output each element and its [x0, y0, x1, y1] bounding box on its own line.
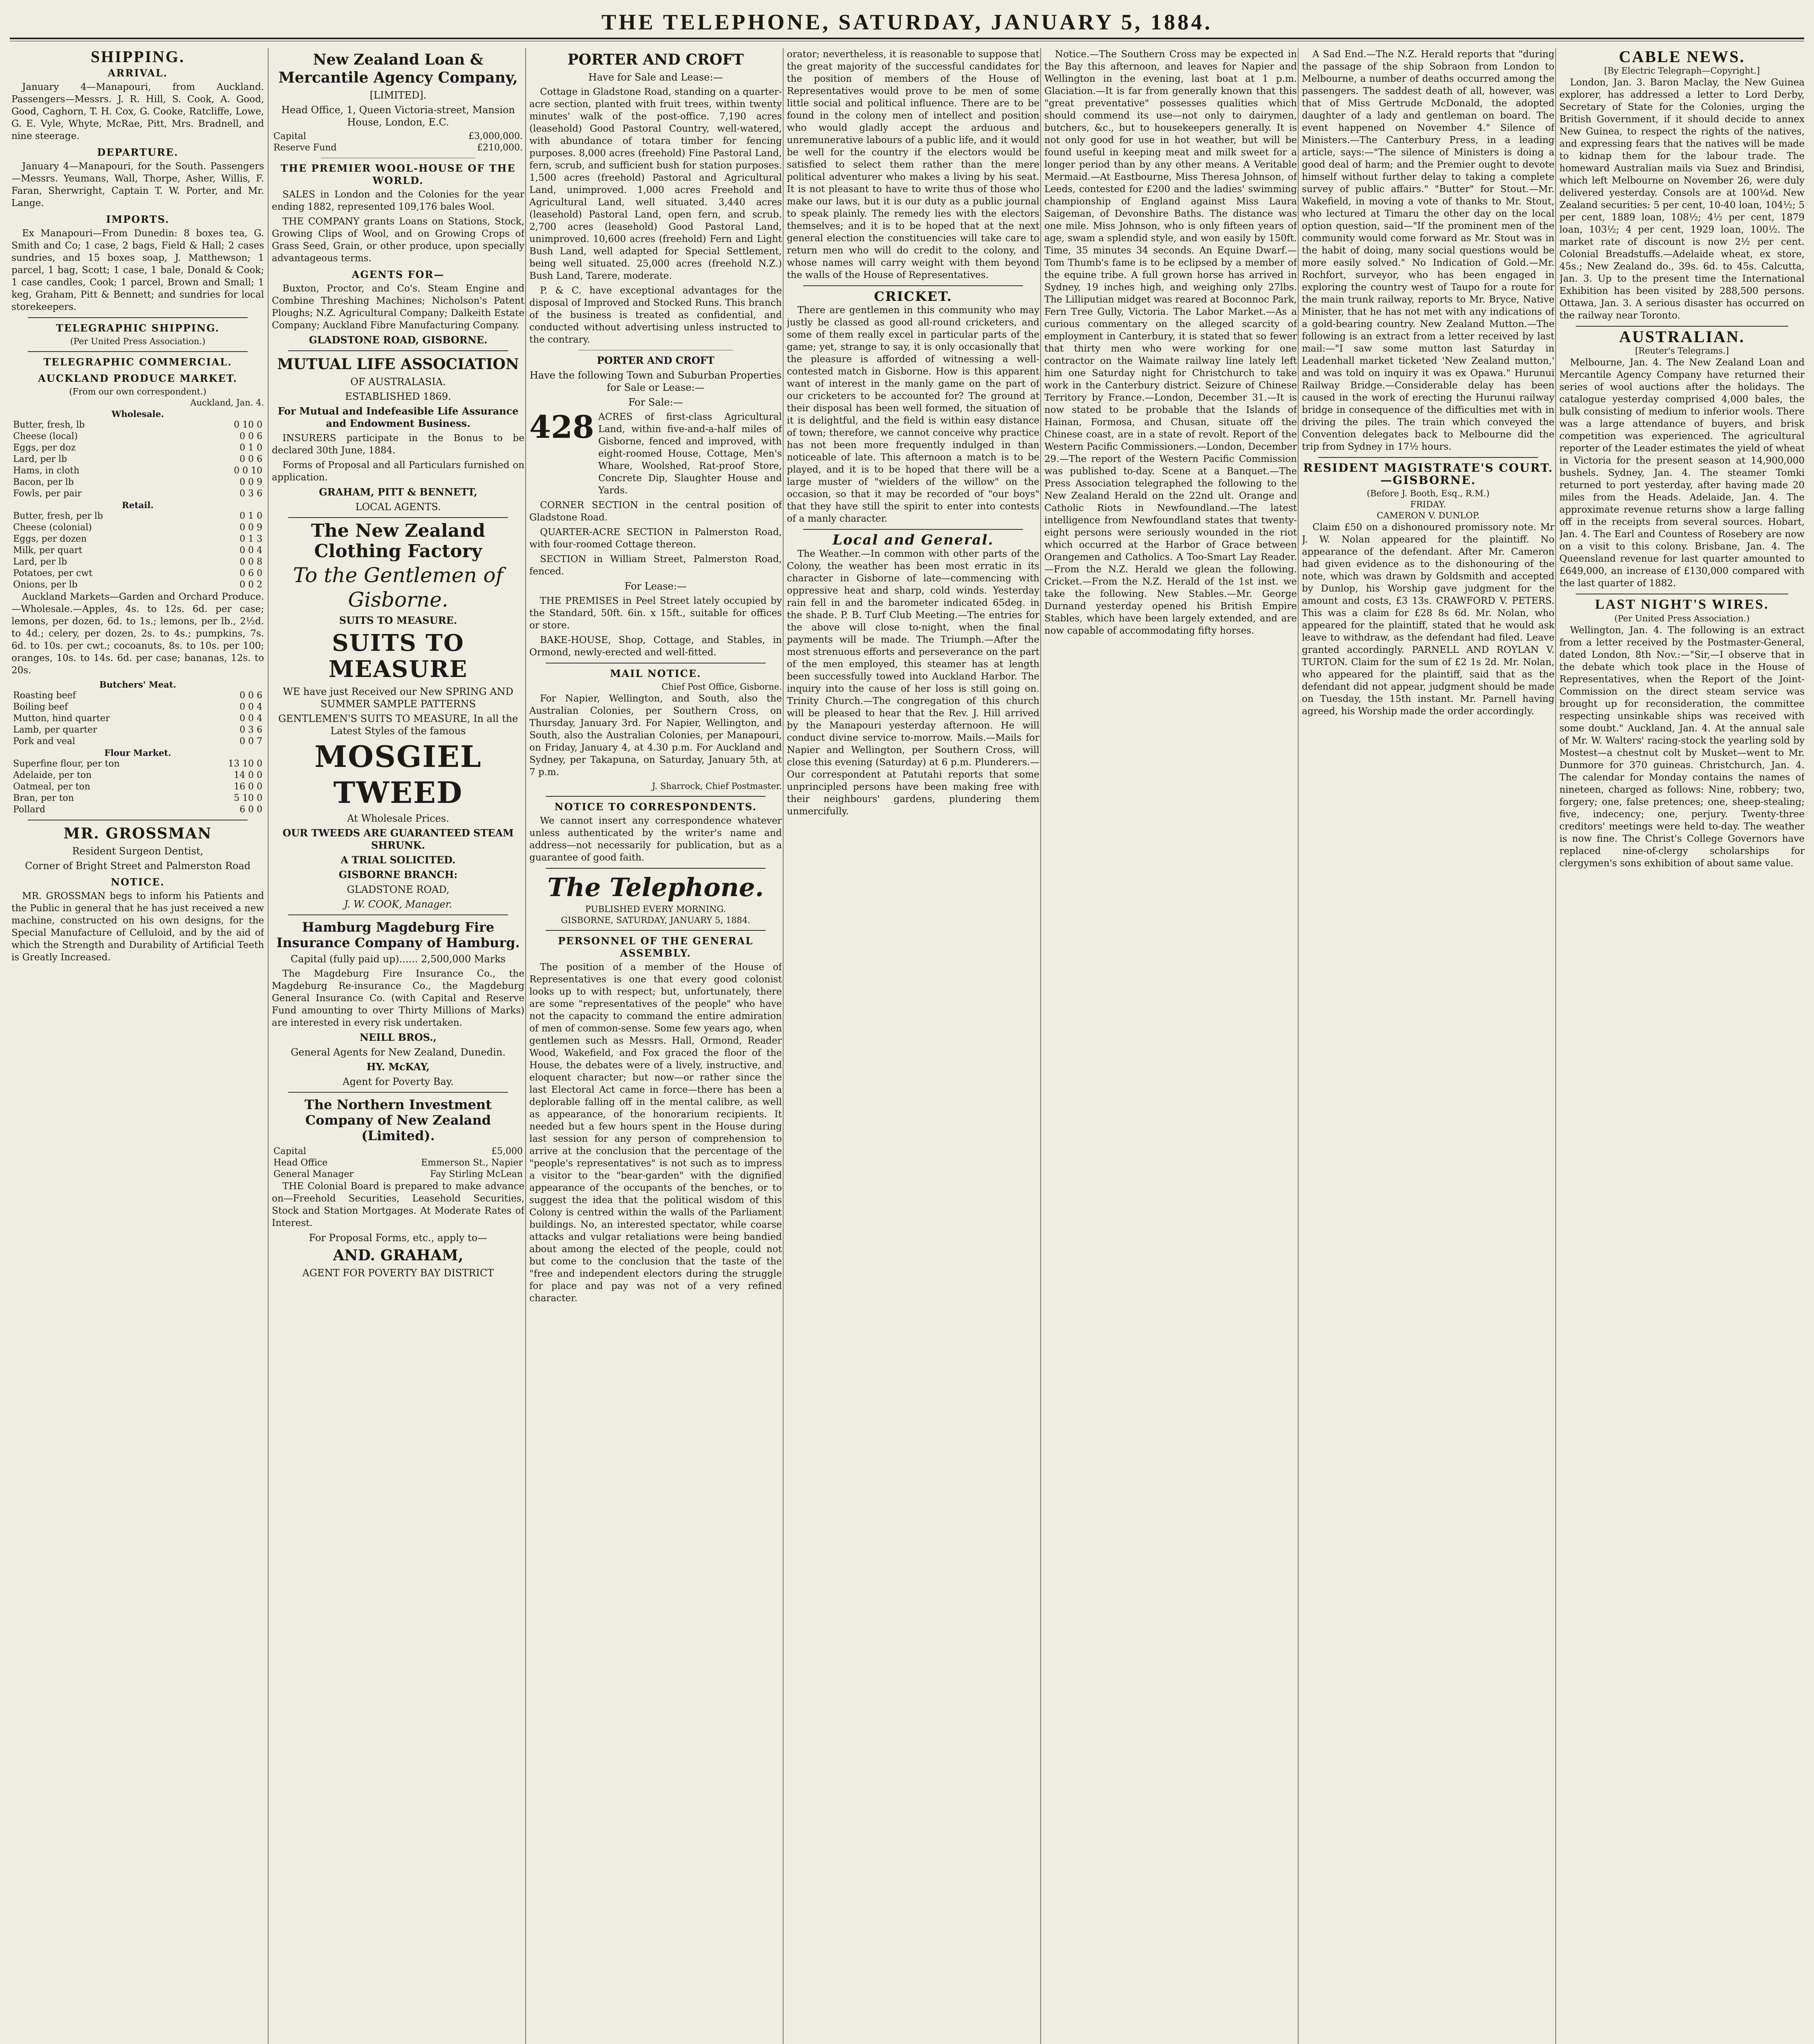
northern-heading: The Northern Investment Company of New Zealand (Limited). — [305, 1097, 492, 1143]
divider — [28, 317, 248, 318]
divider — [546, 930, 766, 931]
mail-notice-sign: J. Sharrock, Chief Postmaster. — [652, 781, 782, 791]
own-correspondent-note: (From our own correspondent.) — [69, 387, 206, 397]
hamburg-text: The Magdeburg Fire Insurance Co., the Magdeburg Re-insurance Co., the Magdeburg General Insurance Co. (with Capital and Reserve Fund amounting to over Thirty Millions of Marks) are interested in every risk undertaken. — [272, 968, 524, 1028]
reuter-note: [Reuter's Telegrams.] — [1635, 346, 1729, 356]
table-row: Eggs, per dozen 0 1 3 — [13, 534, 262, 544]
advance-text: THE Colonial Board is prepared to make advance on—Freehold Securities, Leasehold Securities, Stock and Station Mortgages. At Moderate Rates of Interest. — [272, 1181, 524, 1228]
table-row: Cheese (colonial) 0 0 9 — [13, 522, 262, 533]
imports-text: Ex Manapouri—From Dunedin: 8 boxes tea, G. Smith and Co; 1 case, 2 bags, Field & Hall; 2 cases sundries, and 15 boxes soap, J. Matthewson; 1 parcel, 1 bag, Scott; 1 case, 1 bale, Donald & Cook; 1 case candles, Cook; 1 parcel, Brown and Small; 1 keg, Graham, Pitt & Bennett; and sundries for local storekeepers. — [11, 228, 264, 312]
table-row: Mutton, hind quarter 0 0 4 — [13, 713, 262, 724]
agent-poverty-bay: AGENT FOR POVERTY BAY DISTRICT — [302, 1267, 494, 1279]
table-row: Bacon, per lb 0 0 9 — [13, 477, 262, 487]
grossman-subtitle: Resident Surgeon Dentist, — [72, 845, 204, 857]
local-general-heading: Local and General. — [832, 532, 994, 548]
table-row: Lard, per lb 0 0 6 — [13, 454, 262, 464]
wires-text: Wellington, Jan. 4. The following is an extract from a letter received by the Postmaster-General, dated London, 8th Nov.:—"Sir,—I observe that in the debate which took place in the House of Representatives, when the Report of the Joint-Commission on the direct steam service was brought up for reconsideration, the committee respecting unsinkable ships was received with some doubt." Auckland, Jan. 4. At the annual sale of Mr. W. Walters' racing-stock the yearling sold by Mostest—a chestnut colt by Musket—went to Mr. Dunmore for 370 guineas. Christchurch, Jan. 4. The calendar for Monday contains the names of nineteen, charged as follows: Nine, robbery; two, forgery; one, false pretences; one, sheep-stealing; five, indecency; one, perjury. Twenty-three creditors' meetings were held to-day. The weather is now fine. The Christ's College Governors have replaced nine-of-clergy scholarships for clergymen's sons exhibition of about same value. — [1559, 625, 1805, 869]
butchers-heading: Butchers' Meat. — [99, 679, 176, 690]
cable-news-sub: [By Electric Telegraph—Copyright.] — [1604, 66, 1760, 76]
wholesale-heading: Wholesale. — [111, 409, 164, 419]
wholesale-table — [11, 419, 264, 500]
table-row: Bran, per ton 5 10 0 — [13, 793, 262, 803]
cable-news-heading: CABLE NEWS. — [1619, 48, 1745, 66]
flour-heading: Flour Market. — [104, 748, 171, 758]
table-row: Eggs, per doz 0 1 0 — [13, 443, 262, 453]
gentlemen-line: To the Gentlemen of Gisborne. — [293, 563, 504, 612]
imports-heading: IMPORTS. — [106, 213, 170, 225]
trial: A TRIAL SOLICITED. — [340, 854, 456, 866]
wool-text: SALES in London and the Colonies for the year ending 1882, represented 109,176 bales Wool. — [272, 189, 524, 212]
table-row: Butter, fresh, per lb 0 1 0 — [13, 511, 262, 521]
arrival-heading: ARRIVAL. — [107, 67, 168, 79]
corner-section: CORNER SECTION in the central position of Gladstone Road. — [529, 500, 782, 523]
factory-heading-2: Clothing Factory — [314, 541, 482, 562]
divider — [1318, 457, 1538, 458]
column-rule — [1555, 48, 1556, 2044]
press-association-note: (Per United Press Association.) — [70, 336, 206, 346]
table-row: Milk, per quart 0 0 4 — [13, 545, 262, 556]
wires-sub: (Per United Press Association.) — [1614, 614, 1750, 623]
rm-court-case: CAMERON V. DUNLOP. — [1377, 511, 1480, 520]
column-cable-news — [1559, 48, 1805, 2044]
table-row: Lamb, per quarter 0 3 6 — [13, 725, 262, 735]
table-row: Superfine flour, per ton 13 10 0 — [13, 759, 262, 769]
table-row: Pollard 6 0 0 — [13, 805, 262, 815]
established: ESTABLISHED 1869. — [345, 391, 451, 402]
received-text: WE have just Received our New SPRING AND SUMMER SAMPLE PATTERNS — [283, 686, 513, 710]
mail-notice-heading: MAIL NOTICE. — [610, 668, 701, 679]
nzloan-limited: [LIMITED]. — [370, 90, 427, 101]
column-shipping — [11, 48, 264, 2044]
column-advertisements — [272, 48, 524, 2044]
capital-table — [272, 131, 524, 154]
neill-bros: NEILL BROS., — [360, 1031, 437, 1043]
divider — [546, 796, 766, 797]
manager: J. W. COOK, Manager. — [344, 899, 452, 910]
branch-heading: GISBORNE BRANCH: — [338, 869, 458, 881]
wool-heading: THE PREMIER WOOL-HOUSE OF THE WORLD. — [280, 162, 516, 186]
table-row: Onions, per lb 0 0 2 — [13, 580, 262, 590]
cricket-heading: CRICKET. — [874, 289, 952, 304]
suits-small: SUITS TO MEASURE. — [339, 614, 457, 626]
personnel-text: The position of a member of the House of Representatives is one that every good colonist looks up to with respect; but, unfortunately, there are some "representatives of the people" who have not the capacity to command the entire admiration of men of common-sense. Some few years ago, when gentlemen such as Messrs. Hall, Ormond, Reader Wood, Wakefield, and Fox graced the floor of the House, the debates were of a lively, instructive, and eloquent character; but now—or rather since the last Electoral Act came in force—there has been a deplorable falling off in the mental calibre, as well as appearance, of the honorarium recipients. It needed but a few hours spent in the House during last session for any person of comprehension to arrive at the conclusion that the percentage of the "people's representatives" is not such as to impress a visitor to the "bear-garden" with the dignified appearance of the occupants of the benches, or to suggest the idea that the political wisdom of this Colony is centred within the walls of the Parliament buildings. No, an interested spectator, while coarse attacks and vulgar retaliations were being bandied about among the elected of the people, could not but come to the conclusion that the taste of the "free and independent electors during the struggle for place and pay was not of a very refined character. — [529, 962, 782, 1304]
forms-apply: For Proposal Forms, etc., apply to— — [309, 1232, 488, 1244]
australian-heading: AUSTRALIAN. — [1619, 327, 1745, 346]
divider — [1576, 326, 1788, 327]
company-text: THE COMPANY grants Loans on Stations, Stock, Growing Clips of Wool, and on Growing Crops of Grass Seed, Grain, or other produce, upon specially advantageous terms. — [272, 216, 524, 264]
for-sale: For Sale:— — [628, 397, 683, 408]
table-row: General Manager Fay Stirling McLean — [273, 1169, 523, 1179]
dateline: Auckland, Jan. 4. — [190, 398, 264, 408]
neill-subtitle: General Agents for New Zealand, Dunedin. — [291, 1047, 506, 1058]
table-row: Roasting beef 0 0 6 — [13, 690, 262, 701]
published-line: PUBLISHED EVERY MORNING. — [585, 904, 726, 914]
retail-table — [11, 511, 264, 591]
masthead: THE TELEPHONE, SATURDAY, JANUARY 5, 1884. — [601, 10, 1213, 34]
personnel-heading: PERSONNEL OF THE GENERAL ASSEMBLY. — [558, 935, 753, 959]
agents-list: Buxton, Proctor, and Co's. Steam Engine and Combine Threshing Machines; Nicholson's Patent Ploughs; N.Z. Agricultural Company; Dalkeith Estate Company; Auckland Fibre Manufacturing Company. — [272, 283, 524, 331]
table-row: Lard, per lb 0 0 8 — [13, 557, 262, 567]
divider — [288, 1092, 508, 1093]
for-lease: For Lease:— — [625, 580, 687, 592]
porter-croft-text-2: P. & C. have exceptional advantages for the disposal of Improved and Stocked Runs. This branch of the business is treated as confidential, and conducted without advertising unless instructed to the contrary. — [529, 285, 782, 345]
column-editorial — [787, 48, 1039, 2044]
reserve-label: Reserve Fund — [273, 143, 337, 153]
column-rule — [525, 48, 526, 2044]
capital-value: £3,000,000. — [468, 131, 523, 141]
table-row: Adelaide, per ton 14 0 0 — [13, 770, 262, 780]
retail-heading: Retail. — [122, 500, 154, 510]
rm-court-before: (Before J. Booth, Esq., R.M.) — [1366, 489, 1490, 498]
telegraphic-commercial-heading: TELEGRAPHIC COMMERCIAL. — [43, 356, 232, 368]
column-news-court — [1302, 48, 1554, 2044]
column-porter-croft — [529, 48, 782, 2044]
divider — [28, 351, 248, 352]
table-row: Hams, in cloth 0 0 10 — [13, 466, 262, 476]
column-rule — [1298, 48, 1299, 2044]
table-row: Cheese (local) 0 0 6 — [13, 431, 262, 442]
telephone-logo: The Telephone. — [547, 872, 764, 902]
mutual-text: For Mutual and Indefeasible Life Assurance and Endowment Business. — [278, 405, 519, 429]
lease-text: THE PREMISES in Peel Street lately occupied by the Standard, 50ft. 6in. x 15ft., suitable for offices or store. — [529, 596, 782, 631]
cable-news-text: London, Jan. 3. Baron Maclay, the New Guinea explorer, has addressed a letter to Lord Derby, Secretary of State for the Colonies, urging the British Government, if it should decide to annex New Guinea, to respect the rights of the natives, and expressing fears that the natives will be made to kidnap them for the labour trade. The homeward Australian mails via Suez and Brindisi, which left Melbourne on November 26, were duly delivered yesterday. Consols are at 100¼d. New Zealand securities: 5 per cent, 10-40 loan, 104½; 5 per cent, 1889 loan, 108½; 4½ per cent, 1879 loan, 103½; 4 per cent, 1929 loan, 100½. The market rate of discount is now 2½ per cent. Colonial Breadstuffs.—Adelaide wheat, ex store, 45s.; New Zealand do., 39s. 6d. to 45s. Calcutta, Jan. 3. Up to the present time the International Exhibition has been visited by 288,500 persons. Ottawa, Jan. 3. A serious disaster has occurred on the railway near Toronto. — [1559, 77, 1805, 321]
shipping-heading: SHIPPING. — [90, 48, 185, 66]
departure-heading: DEPARTURE. — [97, 146, 179, 158]
column-rule — [1040, 48, 1041, 2044]
porter-croft-have: Have the following Town and Suburban Properties for Sale or Lease:— — [529, 370, 782, 393]
correspondents-heading: NOTICE TO CORRESPONDENTS. — [554, 801, 757, 813]
last-nights-wires-heading: LAST NIGHT'S WIRES. — [1595, 597, 1769, 612]
branch-address: GLADSTONE ROAD, — [347, 884, 450, 895]
acres-number: 428 — [529, 409, 594, 445]
reserve-value: £210,000. — [477, 143, 523, 153]
telegraphic-shipping-heading: TELEGRAPHIC SHIPPING. — [56, 322, 220, 334]
wholesale-prices: At Wholesale Prices. — [347, 813, 449, 824]
table-row — [272, 131, 524, 142]
divider — [803, 529, 1023, 530]
editorial-continued: orator; nevertheless, it is reasonable to suppose that the great majority of the successful candidates for the position of members of the House of Representatives would prove to be men of some little social and political influence. There are to be found in the colony men of intellect and position who would gladly accept the arduous and unremunerative labours of a public life, and it would be well for the country if the electors would be satisfied to select them rather than the mere political adventurer who makes a living by his seat. It is not pleasant to have to write thus of those who make our laws, but it is our duty as a public journal to speak plainly. The remedy lies with the electors themselves; and it is to be hoped that at the next general election the constituencies will take care to return men who will do credit to the colony, and whose names will carry weight with them beyond the walls of the House of Representatives. — [787, 49, 1039, 280]
arrival-text: January 4—Manapouri, from Auckland. Passengers—Messrs. J. R. Hill, S. Cook, A. Good, Good, Caghorn, T. H. Cox, G. Cooke, Ratcliffe, Lowe, G. E. Vyle, Whyte, McRae, Pitt, Mrs. Bradnell, and nine steerage. — [11, 82, 264, 141]
acres-ad — [529, 411, 782, 499]
and-graham: AND. GRAHAM, — [333, 1247, 464, 1264]
departure-text: January 4—Manapouri, for the South. Passengers—Messrs. Yeumans, Wall, Thorpe, Asher, Willis, F. Faran, Sherwright, Captain T. W. Porter, and Mr. Lange. — [11, 161, 264, 208]
table-row: Pork and veal 0 0 7 — [13, 736, 262, 746]
column-rule — [268, 48, 269, 2044]
porter-croft-subtitle: Have for Sale and Lease:— — [588, 72, 723, 83]
grossman-heading: MR. GROSSMAN — [63, 825, 212, 842]
mail-notice-text: For Napier, Wellington, and South, also the Australian Colonies, per Southern Cross, on Thursday, January 3rd. For Napier, Wellington, and South, also the Australian Colonies, per Manapouri, on Friday, January 4, at 4.30 p.m. For Auckland and Sydney, per Takapuna, on Saturday, January 5th, at 7 p.m. — [529, 693, 782, 778]
bakehouse-text: BAKE-HOUSE, Shop, Cottage, and Stables, in Ormond, newly-erected and well-fitted. — [529, 635, 782, 658]
divider — [803, 285, 1023, 286]
gpb-subtitle: LOCAL AGENTS. — [355, 501, 441, 513]
divider — [288, 517, 508, 518]
cricket-text: There are gentlemen in this community who may justly be classed as good all-round cricketers, and some of them really excel in particular parts of the game; yet, strange to say, it is only occasionally that the pleasure is afforded of witnessing a well-contested match in Gisborne. How is this apparent want of interest in the manly game on the part of our cricketers to be accounted for? The ground at their disposal has been well formed, the situation of it is delightful, and the field is within easy distance of town; therefore, we cannot conceive why practice has not been more frequently indulged in than noticeable of late. This afternoon a match is to be played, and it is to be hoped that there will be a large muster of "wielders of the willow" on the occasion, so that it may be recorded of "our boys" that they have still the spirit to enter into contests of a manly character. — [787, 305, 1039, 524]
column-rule — [783, 48, 784, 2044]
mutual-subtitle: OF AUSTRALASIA. — [350, 376, 446, 388]
table-row: Butter, fresh, lb 0 10 0 — [13, 420, 262, 430]
gisborne-office: GLADSTONE ROAD, GISBORNE. — [309, 334, 488, 346]
market-note: Auckland Markets—Garden and Orchard Produce.—Wholesale.—Apples, 4s. to 12s. 6d. per case; lemons, per dozen, 6d. to 1s.; lemons, per lb., 2½d. to 4d.; celery, per dozen, 2s. to 4s.; pumpkins, 7s. 6d. to 10s. per cwt.; cocoanuts, 8s. to 10s. per 100; oranges, 10s. to 14s. 6d. per case; bananas, 12s. to 20s. — [11, 592, 264, 676]
table-row — [272, 142, 524, 154]
nzloan-heading: New Zealand Loan & Mercantile Agency Company, — [278, 51, 518, 86]
news-text: A Sad End.—The N.Z. Herald reports that "during the passage of the ship Sobraon from London to Melbourne, a number of deaths occurred among the passengers. The saddest death of all, however, was that of Miss Gertrude McDonald, the adopted daughter of a lady and gentleman on board. The event happened on November 4." Silence of Ministers.—The Canterbury Press, in a leading article, says:—"The silence of Ministers is doing a good deal of harm; and the Premier ought to devote himself without further delay to taking a complete survey of public affairs." "Butter" for Stout.—Mr. Wakefield, in moving a vote of thanks to Mr. Stout, who lectured at Timaru the other day on the local option question, said—"If the prominent men of the community would come forward as Mr. Stout was in the habit of doing, many social questions would be more easily solved." No Indication of Gold.—Mr. Rochfort, surveyor, who has been engaged in exploring the country west of Taupo for a route for the main trunk railway, reports to Mr. Bryce, Native Minister, that he has not met with any indications of a gold-bearing country. New Zealand Mutton.—The following is an extract from a letter received by last mail:—"I saw some mutton last Saturday in Leadenhall market ticketed 'New Zealand mutton,' and was told on inquiry it was ex Opawa." Hurunui Railway Bridge.—Considerable delay has been caused in the work of erecting the Hurunui railway bridge in consequence of the difficulties met with in driving the piles. The train which conveyed the Convention delegates back to Melbourne did the trip from Sydney in 17½ hours. — [1302, 49, 1554, 452]
notice-heading: NOTICE. — [111, 876, 165, 888]
agents-heading: AGENTS FOR— — [352, 269, 445, 280]
quarter-section: QUARTER-ACRE SECTION in Palmerston Road, with four-roomed Cottage thereon. — [529, 527, 782, 550]
factory-heading-1: The New Zealand — [311, 520, 486, 541]
correspondents-text: We cannot insert any correspondence whatever unless authenticated by the writer's name and address—not necessarily for publication, but as a guarantee of good faith. — [529, 816, 782, 863]
table-row: Oatmeal, per ton 16 0 0 — [13, 782, 262, 792]
table-row: Head Office Emmerson St., Napier — [273, 1158, 523, 1168]
guaranteed: OUR TWEEDS ARE GUARANTEED STEAM SHRUNK. — [282, 827, 514, 851]
porter-croft-heading-2: PORTER AND CROFT — [597, 354, 714, 366]
gents-suits: GENTLEMEN'S SUITS TO MEASURE, In all the Latest Styles of the famous — [278, 713, 518, 737]
suits-big: SUITS TO MEASURE — [328, 630, 468, 683]
rm-court-heading: RESIDENT MAGISTRATE'S COURT.—GISBORNE. — [1303, 461, 1553, 487]
nzloan-office: Head Office, 1, Queen Victoria-street, Mansion House, London, E.C. — [281, 104, 515, 128]
butchers-table — [11, 690, 264, 747]
hamburg-capital: Capital (fully paid up)...... 2,500,000 Marks — [290, 953, 506, 965]
hamburg-heading: Hamburg Magdeburg Fire Insurance Company of Hamburg. — [276, 919, 520, 950]
tweed-heading: TWEED — [333, 775, 463, 810]
local-news-text: Notice.—The Southern Cross may be expected in the Bay this afternoon, and leaves for Napier and Wellington in the evening, last boat at 1 p.m. Glaciation.—It is far from generally known that this "great preventative" possesses qualities which should commend its use—not only to dairymen, butchers, &c., but to housekeepers generally. It is not only good for use in hot weather, but will be found useful in keeping meat and milk sweet for a longer period than by any other means. A Veritable Mermaid.—At Eastbourne, Miss Theresa Johnson, of Leeds, contested for £200 and the ladies' swimming championship of England against Miss Laura Saigeman, of Devonshire Baths. The distance was one mile. Miss Johnson, who is only fifteen years of age, swam a splendid style, and won easily by 150ft. Time, 35 minutes 34 seconds. An Equine Dwarf.—Tom Thumb's fame is to be eclipsed by a member of the equine tribe. A full grown horse has arrived in Sydney, 19 inches high, and weighing only 27lbs. The Lilliputian midget was reared at Boconnoc Park, Fern Tree Gully, Victoria. The Labor Market.—As a curious commentary on the alleged scarcity of employment in Canterbury, it is stated that so fewer that thirty men who were working for one contractor on the Waimate railway line lately left him one Saturday night for Christchurch to take work in the Canterbury district. Seizure of Chinese Territory by France.—London, December 31.—It is now stated to be probable that the Islands of Hainan, Formosa, and Chusan, situate off the Chinese coast, are in a state of revolt. Report of the Western Pacific Commissioners.—London, December 29.—The report of the Western Pacific Commission was published to-day. Scene at a Banquet.—The Press Association telegraphed the following to the New Zealand Herald on the 22nd ult. Orange and Catholic Riots in Newfoundland.—The latest intelligence from Newfoundland states that twenty-eight persons were seriously wounded in the riot which occurred at the Harbor of Grace between Orangemen and Catholics. A Too-Smart Lay Reader.—From the N.Z. Herald we glean the following. Cricket.—From the N.Z. Herald of the 1st inst. we take the following. New Stables.—Mr. George Durnand yesterday opened his British Empire Stables, which have been largely extended, and are now capable of accommodating fifty horses. — [1044, 49, 1297, 636]
grossman-address: Corner of Bright Street and Palmerston Road — [25, 860, 251, 872]
mosgiel-heading: MOSGIEL — [314, 739, 482, 774]
mckay-subtitle: Agent for Poverty Bay. — [343, 1076, 454, 1087]
divider — [546, 868, 766, 869]
acres-text: ACRES of first-class Agricultural Land, within five-and-a-half miles of Gisborne, fenced and improved, with eight-roomed House, Cottage, Men's Whare, Woolshed, Rat-proof Store, Concrete Dip, Slaughter House and Yards. — [598, 412, 782, 496]
rm-court-day: FRIDAY. — [1410, 500, 1446, 509]
northern-table — [272, 1146, 524, 1180]
capital-label: Capital — [273, 131, 307, 141]
table-row: Boiling beef 0 0 4 — [13, 702, 262, 712]
table-row: Potatoes, per cwt 0 6 0 — [13, 568, 262, 578]
insurers-text: INSURERS participate in the Bonus to be declared 30th June, 1884. — [272, 433, 524, 456]
table-row: Capital £5,000 — [273, 1146, 523, 1156]
divider — [288, 914, 508, 915]
flour-table — [11, 758, 264, 816]
william-street-section: SECTION in William Street, Palmerston Road, fenced. — [529, 554, 782, 577]
rm-court-text: Claim £50 on a dishonoured promissory note. Mr J. W. Nolan appeared for the plaintiff. No appearance of the defendant. After Mr. Cameron had given evidence as to the dishonouring of the note, which was drawn by Goldsmith and accepted by Dunlop, his Worship gave judgment for the amount and costs, £3 13s. CRAWFORD V. PETERS. This was a claim for £28 8s 6d. Mr. Nolan, who appeared for the plaintiff, stated that he would ask leave to withdraw, as the defendant had filed. Leave granted accordingly. PARNELL AND ROYLAN V. TURTON. Claim for the sum of £2 1s 2d. Mr. Nolan, who appeared for the plaintiff, said that as the defendant did not appear, judgment should be made on Tuesday, the 15th instant. Mr. Parnell having agreed, his Worship made the order accordingly. — [1302, 522, 1554, 717]
divider — [288, 350, 508, 351]
auckland-market-heading: AUCKLAND PRODUCE MARKET. — [38, 372, 237, 384]
mail-notice-sub: Chief Post Office, Gisborne. — [661, 682, 782, 692]
local-general-text: The Weather.—In common with other parts of the Colony, the weather has been most erratic in its character in Gisborne of late—commencing with oppressive heat and sharp, cold winds. Yesterday rain fell in and the barometer indicated 65deg. in the shade. P. B. Turf Club Meeting.—The entries for the above will close to-night, when the final payments will be made. The Triumph.—After the most strenuous efforts and perseverance on the part of the men employed, this steamer has at length been successfully towed into Auckland Harbor. The inquiry into the cause of her loss is still going on. Trinity Church.—The congregation of this church will be pleased to hear that the Rev. J. Hill arrived by the Manapouri yesterday afternoon. He will conduct divine service to-morrow. Mails.—Mails for Napier and Wellington, per Southern Cross, will close this evening (Saturday) at 6 p.m. Plunderers.—Our correspondent at Patutahi reports that some unprincipled persons have been making free with their neighbours' gardens, plundering them unmercifully. — [787, 549, 1039, 817]
porter-croft-text: Cottage in Gladstone Road, standing on a quarter-acre section, planted with fruit trees, within twenty minutes' walk of the post-office. 7,190 acres (leasehold) Good Pastoral Country, well-watered, with abundance of totara timber for fencing purposes. 8,000 acres (freehold) Fine Pastoral Land, fern, scrub, and sufficient bush for station purposes. 1,500 acres (freehold) Pastoral and Agricultural Land, unimproved. 1,000 acres Freehold and Agricultural Land, well situated. 3,440 acres (leasehold) Pastoral Land, open fern, and scrub. 2,700 acres (leasehold) Good Pastoral Land, unimproved. 10,600 acres (freehold) Fern and Light Bush Land, well adapted for Special Settlement, being well situated. 25,000 acres (freehold N.Z.) Bush Land, Tarere, moderate. — [529, 87, 782, 281]
forms-text: Forms of Proposal and all Particulars furnished on application. — [272, 460, 524, 483]
porter-croft-heading: PORTER AND CROFT — [567, 51, 744, 68]
australian-text: Melbourne, Jan. 4. The New Zealand Loan and Mercantile Agency Company have returned their series of wool auctions after the holidays. The catalogue yesterday comprised 4,000 bales, the bulk consisting of medium to inferior wools. There was a large attendance of buyers, and brisk competition was experienced. The agricultural reporter of the Leader estimates the yield of wheat in Victoria for the present season at 14,900,000 bushels. Sydney, Jan. 4. The steamer Tomki returned to port yesterday, after having made 20 miles from the Heads. Adelaide, Jan. 4. The approximate revenue returns show a large falling off in the receipts from several sources. Hobart, Jan. 4. The Earl and Countess of Rosebery are now on a visit to this colony. Brisbane, Jan. 4. The Queensland revenue for last quarter amounted to £649,000, an increase of £130,000 compared with the last quarter of 1882. — [1559, 357, 1805, 589]
gpb-heading: GRAHAM, PITT & BENNETT, — [319, 486, 477, 498]
mckay: HY. McKAY, — [366, 1061, 430, 1073]
paper-date: GISBORNE, SATURDAY, JANUARY 5, 1884. — [561, 915, 750, 925]
column-local-news — [1044, 48, 1297, 2044]
masthead-rule — [10, 38, 1804, 39]
notice-text: MR. GROSSMAN begs to inform his Patients and the Public in general that he has just received a new machine, constructed on his own designs, for the Special Manufacture of Celluloid, and by the aid of which the Strength and Durability of Artificial Teeth is Greatly Increased. — [11, 891, 264, 963]
table-row: Fowls, per pair 0 3 6 — [13, 489, 262, 499]
mutual-heading: MUTUAL LIFE ASSOCIATION — [277, 356, 519, 373]
